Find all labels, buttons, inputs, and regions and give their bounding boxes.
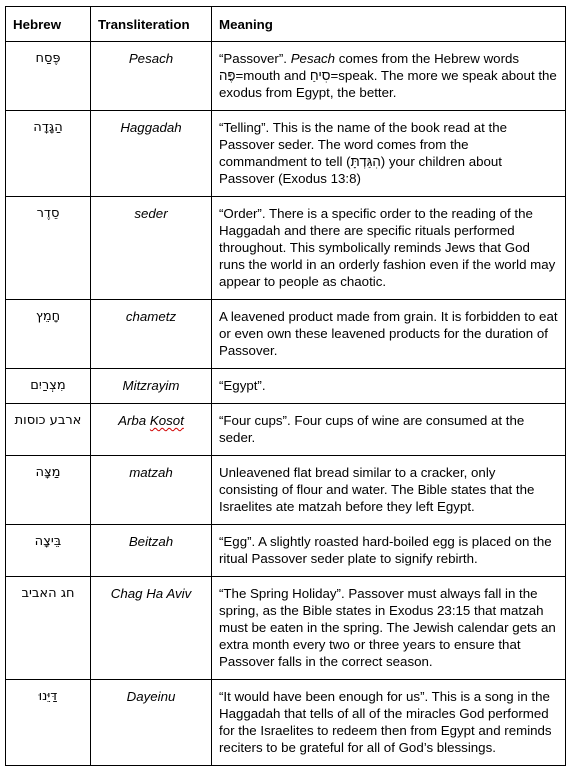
meaning-cell: “The Spring Holiday”. Passover must always fall in the spring, as the Bible states in Exodus 23:15 that matzah must be eaten in the spring. The Jewish calendar gets an extra month every two or three years to ensure that Passover falls in the correct season. [212, 577, 566, 680]
table-row [6, 525, 566, 577]
hebrew-cell: מִצְרַיִם [6, 369, 91, 404]
transliteration-cell [91, 404, 212, 456]
transliteration-cell: chametz [91, 300, 212, 369]
meaning-italic-term: Pesach [290, 51, 336, 66]
table-row [6, 300, 566, 369]
transliteration-cell: Beitzah [91, 525, 212, 577]
meaning-cell: Unleavened flat bread similar to a cracker, only consisting of flour and water. The Bible states that the Israelites ate matzah before they left Egypt. [212, 456, 566, 525]
meaning-cell: “Egypt”. [212, 369, 566, 404]
transliteration-cell: Mitzrayim [91, 369, 212, 404]
meaning-cell: “Order”. There is a specific order to the reading of the Haggadah and there are specific rituals performed throughout. This symbolically reminds Jews that God runs the world in an orderly fashion even if the world may appear to people as chaotic. [212, 197, 566, 300]
table-row [6, 197, 566, 300]
hebrew-cell: בֵּיצָה [6, 525, 91, 577]
table-row [6, 369, 566, 404]
hebrew-cell: סֵדֶר [6, 197, 91, 300]
hebrew-cell: חג האביב [6, 577, 91, 680]
hebrew-cell: מַצָּה [6, 456, 91, 525]
table-row [6, 680, 566, 766]
meaning-cell: “Telling”. This is the name of the book read at the Passover seder. The word comes from the commandment to tell (הִגַּדְתָּ) your children about Passover (Exodus 13:8) [212, 111, 566, 197]
header-hebrew: Hebrew [6, 7, 91, 42]
table-row [6, 456, 566, 525]
meaning-cell [212, 42, 566, 111]
hebrew-cell: פֶּסַח [6, 42, 91, 111]
table-row [6, 42, 566, 111]
header-meaning: Meaning [212, 7, 566, 42]
transliteration-cell: Haggadah [91, 111, 212, 197]
hebrew-cell: הַגָּדָה [6, 111, 91, 197]
header-transliteration: Transliteration [91, 7, 212, 42]
transliteration-cell: Chag Ha Aviv [91, 577, 212, 680]
transliteration-cell: seder [91, 197, 212, 300]
hebrew-cell: ארבע כוסות [6, 404, 91, 456]
meaning-cell: “Egg”. A slightly roasted hard-boiled egg is placed on the ritual Passover seder plate to signify rebirth. [212, 525, 566, 577]
table-row [6, 111, 566, 197]
transliteration-word: Arba [118, 413, 150, 428]
table-row [6, 404, 566, 456]
meaning-text: comes from the Hebrew words פֶּה=mouth and סִיחַ=speak. The more we speak about the exodus from Egypt, the better. [219, 51, 557, 100]
transliteration-cell: Pesach [91, 42, 212, 111]
transliteration-cell: Dayeinu [91, 680, 212, 766]
hebrew-cell: דַּיֵּנוּ [6, 680, 91, 766]
table-header-row [6, 7, 566, 42]
glossary-table-container [5, 6, 566, 766]
meaning-text: “Passover”. [219, 51, 291, 66]
meaning-cell: “Four cups”. Four cups of wine are consumed at the seder. [212, 404, 566, 456]
table-row [6, 577, 566, 680]
hebrew-cell: חָמֵץ [6, 300, 91, 369]
meaning-cell: “It would have been enough for us”. This is a song in the Haggadah that tells of all of the miracles God performed for the Israelites to redeem then from Egypt and reminds reciters to be grateful for all of God’s blessings. [212, 680, 566, 766]
transliteration-cell: matzah [91, 456, 212, 525]
glossary-table [5, 6, 566, 766]
spellcheck-flagged-word: Kosot [149, 413, 184, 428]
meaning-cell: A leavened product made from grain. It is forbidden to eat or even own these leavened products for the duration of Passover. [212, 300, 566, 369]
